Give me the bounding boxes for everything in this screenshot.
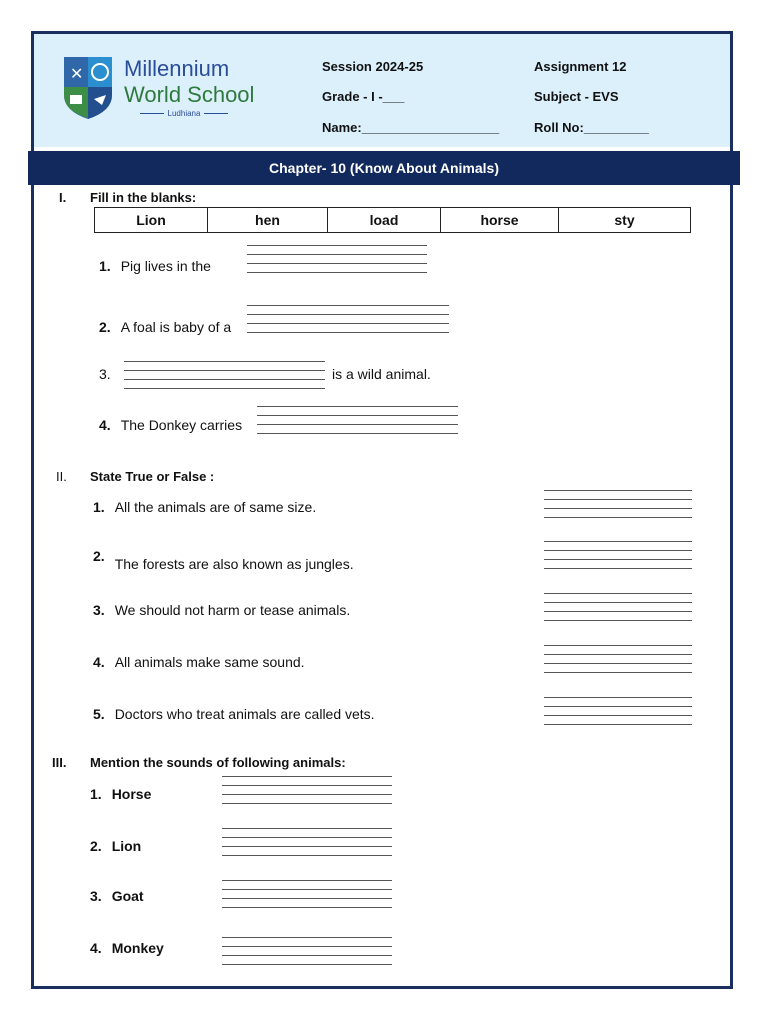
word-bank-cell: Lion: [95, 208, 208, 233]
answer-blank[interactable]: [544, 645, 692, 673]
fill-question-3-number: 3.: [99, 366, 111, 382]
svg-text:✕: ✕: [70, 64, 84, 83]
word-bank-cell: sty: [559, 208, 691, 233]
school-name-line1: Millennium: [124, 56, 230, 81]
answer-blank[interactable]: [247, 245, 427, 273]
assignment-label: Assignment 12: [534, 59, 627, 74]
word-bank-cell: horse: [441, 208, 559, 233]
answer-blank[interactable]: [257, 406, 458, 434]
session-label: Session 2024-25: [322, 59, 424, 74]
section3-numeral: III.: [52, 755, 67, 770]
subject-label: Subject - EVS: [534, 89, 619, 104]
tf-question-5: 5. Doctors who treat animals are called vets.: [93, 706, 375, 722]
answer-blank[interactable]: [544, 697, 692, 725]
tf-question-2: 2. The forests are also known as jungles.: [93, 548, 354, 572]
word-bank-table: [94, 207, 691, 233]
school-name-line2: World School: [124, 82, 255, 107]
word-bank-cell: hen: [208, 208, 328, 233]
section1-numeral: I.: [59, 190, 67, 205]
tf-question-1: 1. All the animals are of same size.: [93, 499, 317, 515]
section2-title: State True or False :: [90, 469, 215, 484]
sound-item-2: 2. Lion: [90, 838, 142, 854]
section2-numeral: II.: [56, 469, 67, 484]
school-city: Ludhiana: [126, 109, 242, 118]
section3-title: Mention the sounds of following animals:: [90, 755, 346, 770]
answer-blank[interactable]: [222, 937, 392, 965]
fill-question-4: 4. The Donkey carries: [99, 417, 243, 433]
name-field: Name:___________________: [322, 120, 500, 135]
answer-blank[interactable]: [124, 361, 325, 389]
answer-blank[interactable]: [222, 880, 392, 908]
school-logo: [62, 55, 114, 121]
fill-question-2: 2. A foal is baby of a: [99, 319, 232, 335]
answer-blank[interactable]: [247, 305, 449, 333]
answer-blank[interactable]: [222, 828, 392, 856]
roll-number-field: Roll No:_________: [534, 120, 649, 135]
answer-blank[interactable]: [544, 593, 692, 621]
fill-question-1: 1. Pig lives in the: [99, 258, 211, 274]
fill-question-3: is a wild animal.: [332, 366, 431, 382]
tf-question-4: 4. All animals make same sound.: [93, 654, 305, 670]
word-bank-cell: load: [328, 208, 441, 233]
sound-item-1: 1. Horse: [90, 786, 152, 802]
answer-blank[interactable]: [544, 541, 692, 569]
grade-field: Grade - I -___: [322, 89, 405, 104]
answer-blank[interactable]: [222, 776, 392, 804]
tf-question-3: 3. We should not harm or tease animals.: [93, 602, 351, 618]
section1-title: Fill in the blanks:: [90, 190, 197, 205]
sound-item-4: 4. Monkey: [90, 940, 164, 956]
answer-blank[interactable]: [544, 490, 692, 518]
chapter-title: Chapter- 10 (Know About Animals): [28, 151, 740, 185]
school-name: [124, 56, 254, 108]
sound-item-3: 3. Goat: [90, 888, 144, 904]
